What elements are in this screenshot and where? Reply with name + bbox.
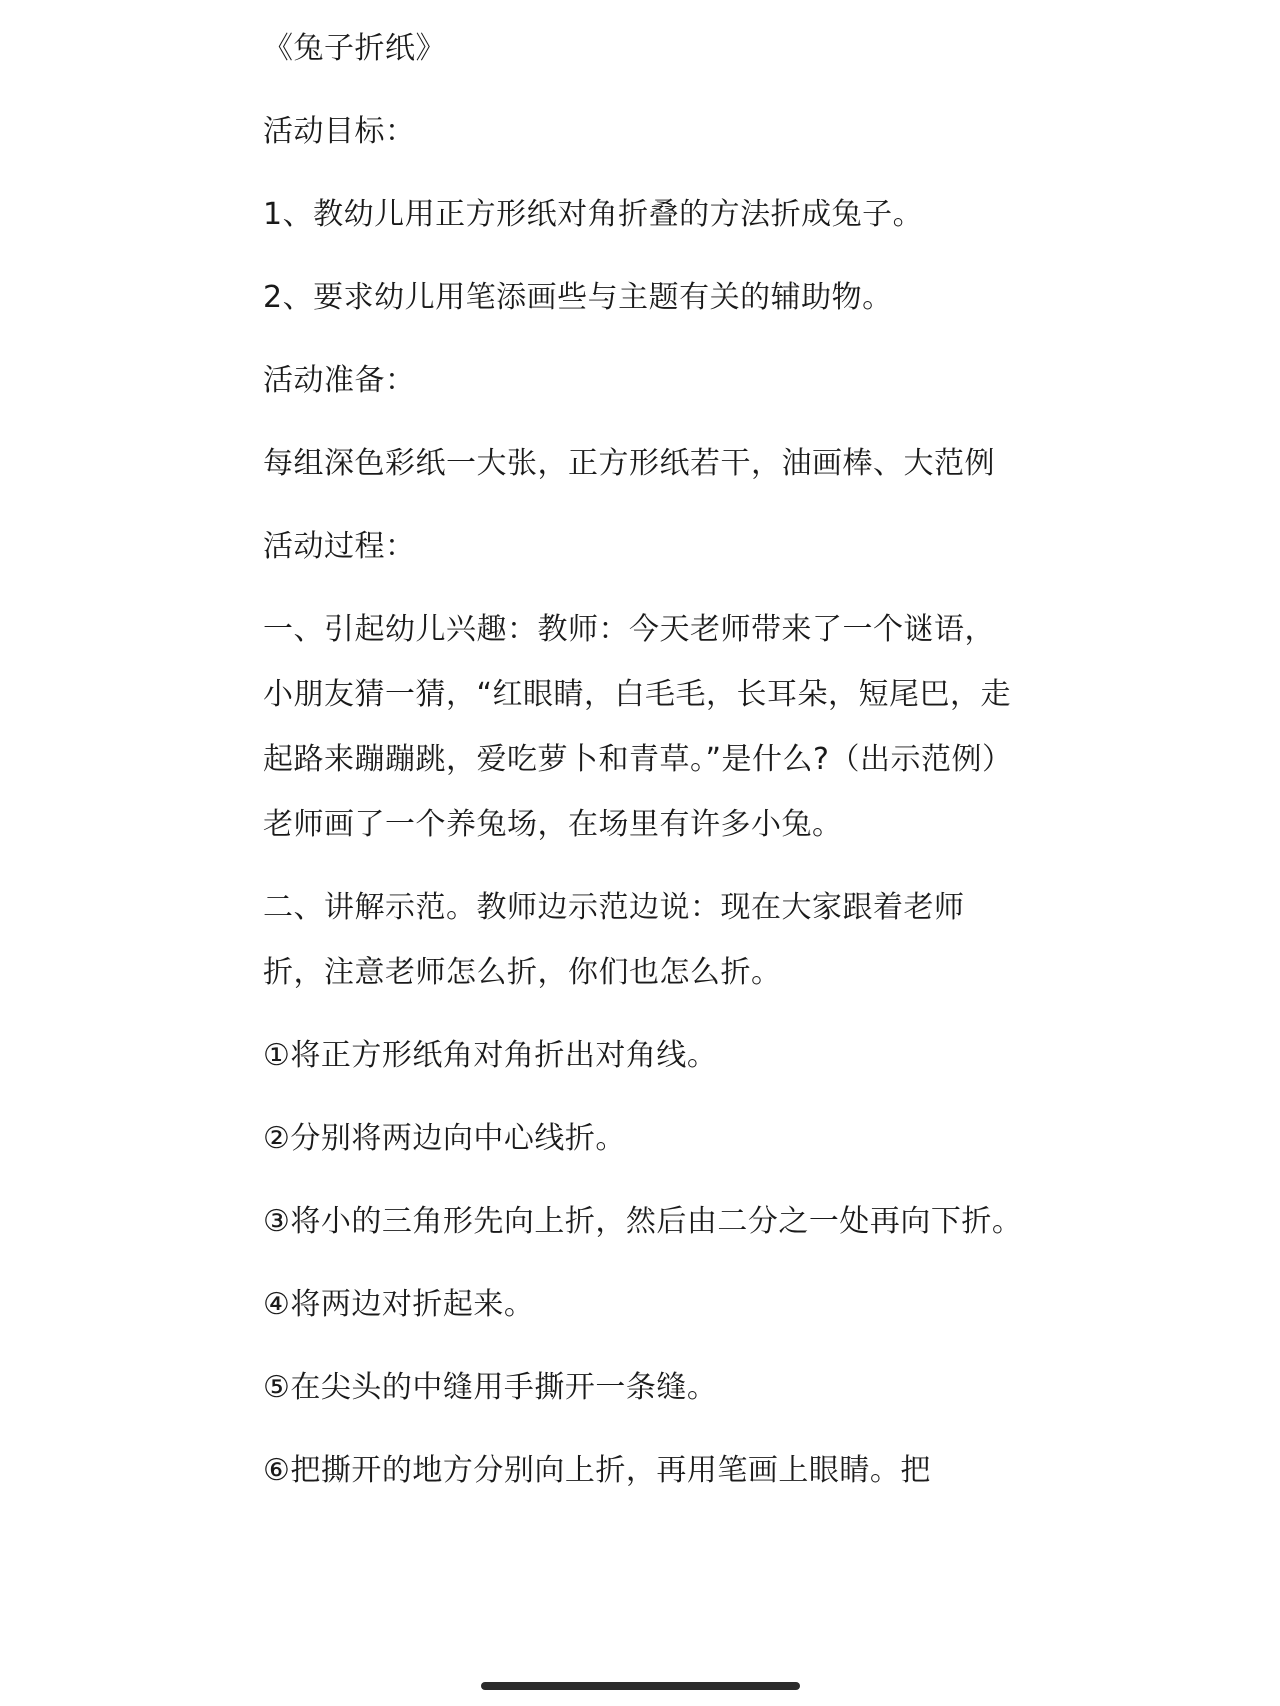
fold-step-2: ②分别将两边向中心线折。: [263, 1121, 626, 1156]
fold-step-3: ③将小的三角形先向上折，然后由二分之一处再向下折。: [263, 1204, 1023, 1239]
section-heading-process: 活动过程：: [263, 529, 416, 564]
section-heading-goals: 活动目标：: [263, 114, 416, 149]
process-step-one: 一、引起幼儿兴趣：教师：今天老师带来了一个谜语，小朋友猜一猜，“红眼睛，白毛毛，长耳朵，短尾巴，走起路来蹦蹦跳，爱吃萝卜和青草。”是什么?（出示范例）老师画了一个养兔场，在场里有许多小兔。: [263, 612, 1013, 842]
goal-item-2: 2、要求幼儿用笔添画些与主题有关的辅助物。: [263, 280, 893, 315]
document-title: 《兔子折纸》: [263, 31, 446, 66]
fold-step-4: ④将两边对折起来。: [263, 1287, 535, 1322]
document-body: [263, 16, 1023, 1521]
fold-step-5: ⑤在尖头的中缝用手撕开一条缝。: [263, 1370, 718, 1405]
home-indicator-bar[interactable]: [481, 1682, 800, 1690]
process-step-two: 二、讲解示范。教师边示范边说：现在大家跟着老师折，注意老师怎么折，你们也怎么折。: [263, 890, 965, 990]
section-heading-preparation: 活动准备：: [263, 363, 416, 398]
fold-step-6: ⑥把撕开的地方分别向上折，再用笔画上眼睛。把: [263, 1453, 931, 1488]
goal-item-1: 1、教幼儿用正方形纸对角折叠的方法折成兔子。: [263, 197, 924, 232]
fold-step-1: ①将正方形纸角对角折出对角线。: [263, 1038, 718, 1073]
preparation-text: 每组深色彩纸一大张，正方形纸若干，油画棒、大范例: [263, 446, 995, 481]
